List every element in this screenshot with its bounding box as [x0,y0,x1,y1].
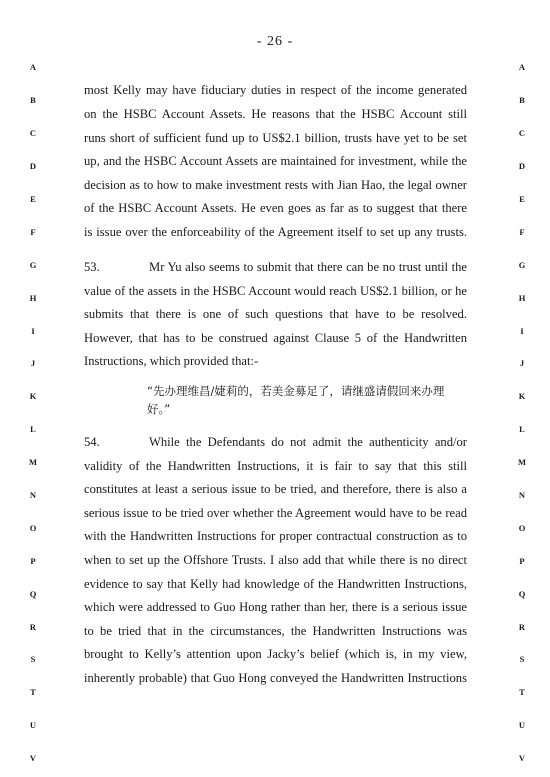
margin-letter: K [518,391,526,401]
margin-letter: B [30,95,36,105]
margin-letter: U [518,720,526,730]
margin-letter: T [30,687,36,697]
margin-letter: Q [29,589,37,599]
margin-letter: D [29,161,37,171]
margin-letter: H [29,293,37,303]
text-line: Mr Yu also seems to submit that there can be no trust until the [149,260,467,274]
text-line: is issue over the enforceability of the Agreement itself to set up any trusts. [84,225,467,239]
margin-letter: C [29,128,37,138]
margin-letter: I [520,326,524,336]
text-line: up, and the HSBC Account Assets are maintained for investment, while the [84,154,467,168]
margin-letter: M [517,457,527,467]
text-line: evidence to say that Kelly had knowledge of the Handwritten Instructions, [84,577,467,591]
margin-letter: C [518,128,526,138]
text-line: inherently probable) that Guo Hong conveyed the Handwritten Instructions [84,671,467,685]
text-line: most Kelly may have fiduciary duties in respect of the income generated [84,83,467,97]
text-line: with the Handwritten Instructions for proper contractual construction as to [84,529,467,543]
margin-letter: G [29,260,37,270]
text-line: validity of the Handwritten Instructions, it is fair to say that this still [84,459,467,473]
paragraph-number: 54. [84,435,100,449]
text-line: when to set up the Offshore Trusts. I also add that while there is no direct [84,553,467,567]
text-line: constitutes at least a serious issue to be tried, and therefore, there is also a [84,482,467,496]
margin-letter: A [29,62,37,72]
margin-letter: P [519,556,525,566]
text-line: of the HSBC Account Assets. He even goes as far as to suggest that there [84,201,467,215]
margin-letter: L [30,424,36,434]
margin-letter: F [30,227,36,237]
paragraph-number: 53. [84,260,100,274]
margin-letter: T [519,687,525,697]
margin-letter: R [29,622,37,632]
text-line: to be tried that in the circumstances, the Handwritten Instructions was [84,624,467,638]
margin-letter: D [518,161,526,171]
margin-letter: H [518,293,526,303]
quote-line: “先办理维昌/婕莉的，若美金募足了，请继盛请假回来办理 [147,384,445,398]
margin-letter: V [29,753,37,763]
margin-letter: E [30,194,36,204]
text-line: Instructions, which provided that:- [84,354,259,368]
text-line: on the HSBC Account Assets. He reasons that the HSBC Account still [84,107,467,121]
margin-letter: N [518,490,526,500]
margin-letter: B [519,95,525,105]
margin-letter: U [29,720,37,730]
margin-letter: S [30,654,36,664]
margin-letter: J [519,358,525,368]
margin-letter: O [29,523,37,533]
margin-letter: M [28,457,38,467]
margin-letter: V [518,753,526,763]
margin-letter: J [30,358,36,368]
margin-letter: L [519,424,525,434]
text-line: serious issue to be tried over whether the Agreement would have to be read [84,506,467,520]
margin-letter: E [519,194,525,204]
text-line: value of the assets in the HSBC Account would reach US$2.1 billion, or he [84,284,467,298]
quote-line: 好。” [147,402,171,416]
text-line: While the Defendants do not admit the authenticity and/or [149,435,467,449]
text-line: decision as to how to make investment rests with Jian Hao, the legal owner [84,178,467,192]
margin-letter: Q [518,589,526,599]
text-line: However, that has to be construed against Clause 5 of the Handwritten [84,331,467,345]
margin-letter: P [30,556,36,566]
margin-letter: K [29,391,37,401]
text-line: submits that there is one of such questions that have to be resolved. [84,307,467,321]
text-line: brought to Kelly’s attention upon Jacky’s belief (which is, in my view, [84,647,467,661]
margin-letter: F [519,227,525,237]
margin-letter: N [29,490,37,500]
margin-letter: G [518,260,526,270]
text-line: runs short of sufficient fund up to US$2.1 billion, trusts have yet to be set [84,131,467,145]
margin-letter: O [518,523,526,533]
margin-letter: A [518,62,526,72]
margin-letter: R [518,622,526,632]
margin-letter: I [31,326,35,336]
margin-letter: S [519,654,525,664]
text-line: which were addressed to Guo Hong rather than her, there is a serious issue [84,600,467,614]
page-number: - 26 - [256,34,294,49]
